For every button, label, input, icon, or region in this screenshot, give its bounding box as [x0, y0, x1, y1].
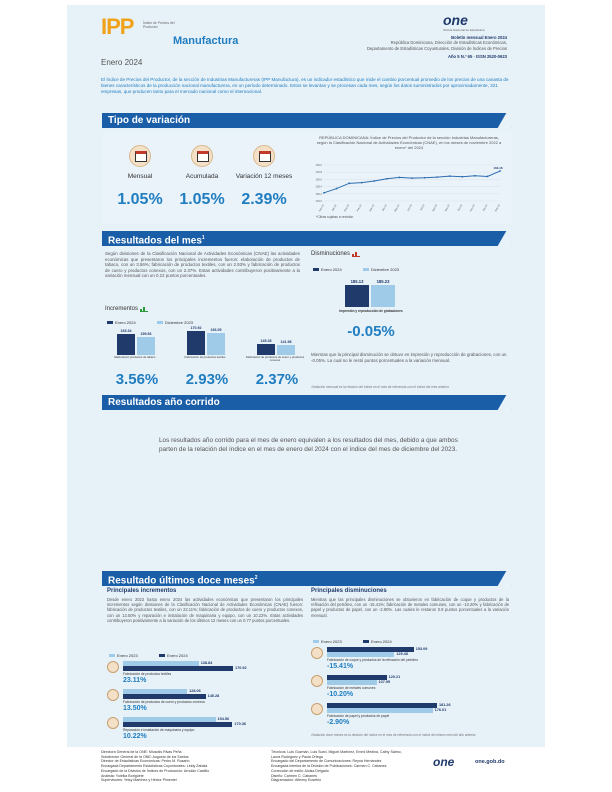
credit-line: Corrección de estilo: Aloisa Delgado	[271, 768, 329, 773]
x-tick-label: Nov-22	[318, 204, 325, 213]
x-tick-label: Ene-23	[343, 204, 351, 213]
bar-value: 145.28	[260, 338, 272, 343]
decrease-pct: -0.05%	[347, 323, 395, 340]
series-line	[324, 171, 500, 193]
hbar-value: 138.84	[200, 660, 213, 665]
hbar-category: Reparación e instalación de maquinaria y equipo	[123, 728, 195, 732]
end-value-label: 163.16	[493, 166, 503, 171]
bar-chart-icon-red	[352, 251, 360, 257]
hbar	[123, 694, 206, 699]
credit-line: Encargado de la División de Índices de Producción: Arnoldo Castillo	[101, 768, 210, 773]
bar-category: Impresión y reproducción de grabaciones	[339, 309, 403, 313]
hbar	[123, 717, 216, 722]
mes-note: ¹Variación mensual es la relación del índice en el mes de referencia con el índice del mes anterior	[311, 385, 449, 389]
variation-label: Acumulada	[185, 173, 219, 180]
data-point	[461, 176, 463, 178]
hbar	[327, 652, 394, 657]
footer-credits-right	[271, 750, 451, 783]
variation-value: 1.05%	[117, 191, 163, 208]
hbar-value: 120.21	[388, 674, 401, 679]
increment-pct: 2.93%	[185, 371, 229, 388]
x-tick-label: May-23	[393, 204, 401, 213]
data-point	[361, 182, 363, 184]
hbar	[123, 722, 232, 727]
credit-line: Encargada interina de la División de Publicaciones: Carmen C. Cabanes	[271, 764, 387, 769]
page-title: Manufactura	[173, 35, 239, 47]
bar-category: Fabricación de productos textiles	[184, 355, 226, 359]
incrementos-title: Incrementos	[105, 306, 148, 312]
doce-inc-paragraph: Desde enero 2023 hasta enero 2024 las actividades económicas que presentaron los principales incrementos según divisiones de la Clasificación Nacional de Actividades Económicas (CNAE) fueron: fabricación de productos textiles, con un 23.11%; fabricación de productos de cuero y productos conexos, con un 13.50% y reparación e instalación de maquinaria y equipo, con un 10.22%. Estas actividades contribuyeron positivamente a la variación de los últimos 12 meses con un 0.77 puntos porcentuales.	[107, 597, 303, 623]
bar	[187, 331, 205, 355]
legend-inc-a: Enero 2024	[107, 320, 136, 325]
x-tick-label: Jul-23	[419, 204, 426, 212]
hbar-value: 107.95	[378, 679, 391, 684]
credit-line: Técnicos: Luis Guzmán, Luis Sued, Miguel Martínez, Emmi Medina, Cathy Salmo,	[271, 750, 402, 754]
bar-chart-icon	[140, 306, 148, 312]
data-point	[323, 192, 325, 194]
org-line-2: Departamento de Estadísticas Coyunturales, División de Índices de Precios	[366, 45, 507, 51]
hbar-pct: 23.11%	[123, 677, 147, 684]
category-icon	[107, 717, 119, 729]
credit-line: Subdirector General de la ONE: Augusto de los Santos	[101, 754, 189, 759]
doce-dec-title: Principales disminuciones	[311, 588, 387, 594]
header-info	[307, 35, 507, 60]
line-chart	[310, 161, 510, 215]
hbar-value: 145.28	[207, 693, 220, 698]
variation-value: 1.05%	[179, 191, 225, 208]
bar	[117, 334, 135, 355]
issn-label: Año 5 N.º 65 · ISSN 2520-0623	[447, 54, 507, 60]
hbar	[327, 708, 433, 713]
data-point	[449, 175, 451, 177]
data-point	[424, 177, 426, 179]
hbar-value: 154.56	[217, 716, 230, 721]
category-icon	[311, 647, 323, 659]
calendar-31-icon	[129, 145, 151, 167]
bar	[207, 333, 225, 355]
doce-dec-paragraph: Mientras que las principales disminuciones se obtuvieron en fabricación de coque y productos de la refinación del petróleo, con un -15.41%; fabricación de metales comunes, con un -10.20% y fabricación de papel y productos de papel, con un -2.90%. Las cuales le restaron 0.9 puntos porcentuales a la variación mensual.	[311, 597, 509, 618]
bar-category: Elaboración productos de tabaco	[114, 355, 156, 359]
chart-title: REPÚBLICA DOMINICANA: Índice de Precios del Productor de la sección Industrias Manufactureras, según la Clasificación Nacional de Actividades Económicas (CNAE), en los meses de noviembre 2022 a enero* del 2024	[316, 135, 502, 150]
section-resultados-mes: Resultados del mes$^1$	[102, 231, 512, 246]
y-tick-label: 156.2	[315, 192, 322, 196]
bar	[257, 344, 275, 355]
credit-line: Directora General de la ONE: Miosotis Rivas Peña	[101, 750, 182, 754]
bar	[345, 285, 369, 307]
y-tick-label: 165.0	[315, 164, 322, 167]
x-tick-label: Ago-23	[431, 204, 439, 213]
x-tick-label: Sep-23	[444, 204, 451, 213]
credit-line: Analista: Yulelka Borigüete	[101, 773, 144, 778]
credit-line: Encargado del Departamento de Comunicaciones: Reyna Hernández	[271, 759, 382, 764]
data-point	[348, 182, 350, 184]
bar-value: 159.66	[140, 331, 152, 336]
doce-legend-dec-a: Enero 2023	[313, 639, 342, 644]
anio-paragraph: Los resultados año corrido para el mes de enero equivalen a los resultados del mes, debido a que ambos parten de la relación del índice en el mes de enero del 2024 con el índice del mes de diciembre del 2023.	[159, 437, 458, 453]
variation-card	[102, 133, 512, 223]
hbar-pct: -2.90%	[327, 719, 350, 726]
doce-decrease-bars	[311, 647, 511, 737]
legend-inc-b: Diciembre 2023	[157, 320, 193, 325]
credit-line: Diseño: Carmen C. Cabanes	[271, 773, 317, 778]
increment-group	[175, 327, 239, 397]
hbar-value: 153.09	[415, 646, 428, 651]
hbar	[327, 680, 377, 685]
doce-increment-bars	[107, 661, 307, 746]
bar-value: 185.13	[350, 279, 364, 285]
one-logo: one	[443, 12, 468, 28]
x-tick-label: Feb-23	[356, 204, 363, 213]
intro-paragraph: El Índice de Precios del Productor, de la sección de Industrias Manufactureras (IPP Manufactura), es un indicador estadístico que mide el cambio porcentual promedio de los precios de una canasta de bienes característicos de la producción nacional manufacturera, en un período determinado. Estos se levantan y se procesan cada mes, según los datos suministrados por aproximadamente, 321 empresas, que producen tanto para el mercado nacional como el internacional.	[101, 77, 509, 94]
period-label: Enero 2024	[101, 58, 143, 67]
hbar-group	[107, 689, 307, 717]
mes-paragraph: Según divisiones de la Clasificación Nacional de Actividades Económicas (CNAE) las actividades económicas que presentaron los principales incrementos fueron: elaboración de productos de tabaco, con un 3.56%; fabricación de productos textiles, con un 2.93% y fabricación de productos de cuero y productos conexos, con un 2.37%. Estas actividades contribuyeron positivamente a la variación mensual con un 0.22 puntos porcentuales.	[105, 251, 300, 278]
bar-value: 185.23	[376, 279, 390, 284]
variation-label: Mensual	[127, 173, 153, 180]
hbar-value: 170.92	[235, 665, 247, 670]
hbar-pct: 13.50%	[123, 705, 147, 712]
hbar-group	[311, 647, 511, 675]
hbar-value: 128.06	[189, 688, 201, 693]
bar-value: 166.05	[210, 328, 222, 333]
doce-legend-inc-a: Enero 2023	[109, 653, 138, 658]
y-tick-label: 154.0	[315, 200, 322, 203]
footer-site: one.gob.do	[475, 759, 505, 765]
variation-item	[234, 141, 294, 221]
data-point	[474, 175, 476, 177]
calendar-grid-icon	[191, 145, 213, 167]
data-point	[386, 178, 388, 180]
hbar-group	[107, 661, 307, 689]
data-point	[487, 176, 489, 178]
hbar-category: Fabricación de metales comunes	[327, 686, 376, 690]
y-tick-label: 162.8	[315, 171, 322, 175]
section-anio-corrido: Resultados año corrido	[102, 395, 512, 410]
y-tick-label: 158.4	[315, 185, 322, 189]
x-tick-label: Oct-23	[456, 204, 464, 212]
data-point	[399, 177, 401, 179]
x-tick-label: Ene-24	[494, 204, 501, 213]
hbar-value: 176.01	[434, 707, 447, 712]
legend-dec-b: Diciembre 2023	[363, 267, 399, 272]
increment-group	[245, 327, 309, 397]
bar-value: 165.34	[120, 328, 132, 333]
mes-decrease-chart	[311, 273, 431, 353]
hbar	[123, 689, 187, 694]
doce-legend-inc-b: Enero 2024	[159, 653, 188, 658]
doce-note: ²Variación doce meses es la relación del índice en el mes de referencia con el índice del mismo mes del año anterior	[311, 733, 476, 737]
credit-line: Director de Estadísticas Económicas: Pedro M. Rosario	[101, 759, 190, 764]
data-point	[436, 176, 438, 178]
hbar-group	[107, 717, 307, 745]
x-tick-label: Jun-23	[406, 204, 413, 212]
hbar-pct: -10.20%	[327, 691, 354, 698]
bar-value: 170.92	[190, 326, 202, 330]
x-tick-label: Abr-23	[381, 204, 388, 212]
bar	[137, 337, 155, 355]
org-line-1: República Dominicana, Dirección de Estadísticas Económicas,	[390, 40, 507, 46]
hbar-value: 129.48	[396, 651, 408, 656]
credit-line: Laura Rodríguez y Paola Ortega	[271, 754, 323, 759]
hbar-value: 170.36	[234, 721, 247, 726]
one-logo-sub: Oficina Nacional de Estadística	[443, 28, 485, 32]
bar-value: 141.98	[280, 340, 292, 345]
section-doce-meses: Resultado últimos doce meses$^2$	[102, 571, 512, 586]
category-icon	[311, 703, 323, 715]
hbar-category: Fabricación de productos textiles	[123, 672, 172, 676]
data-point	[499, 170, 501, 172]
hbar-pct: 10.22%	[123, 733, 147, 740]
bar-category: Fabricación de productos de cuero y productos conexos	[245, 355, 305, 363]
increment-pct: 3.56%	[115, 371, 159, 388]
bulletin-page	[67, 5, 545, 787]
data-point	[336, 188, 338, 190]
chart-note: *Cifras sujetas a revisión	[316, 215, 354, 219]
legend-dec-a: Enero 2024	[313, 267, 342, 272]
hbar	[123, 661, 199, 666]
footer-one-logo: one	[433, 755, 455, 769]
increment-group	[105, 327, 169, 397]
disminuciones-title: Disminuciones	[311, 251, 360, 257]
doce-inc-title: Principales incrementos	[107, 588, 177, 594]
hbar-group	[311, 703, 511, 731]
hbar-value: 181.26	[439, 702, 451, 707]
ipp-logo-sub: Índice de Precios del Productor	[143, 21, 175, 29]
hbar	[327, 703, 437, 708]
bulletin-label: Boletín mensual Enero 2024	[451, 35, 507, 40]
section-tipo-variacion: Tipo de variación	[102, 113, 512, 128]
mes-increment-charts	[105, 327, 305, 397]
x-tick-label: Dic-22	[331, 204, 338, 212]
increment-pct: 2.37%	[255, 371, 299, 388]
ipp-logo	[101, 15, 145, 43]
dec-paragraph: Mientras que la principal disminución se obtuvo en impresión y reproducción de grabaciones, con un -0.05%. La cual no le restó puntos porcentuales a la variación mensual.	[311, 352, 507, 363]
hbar-category: Fabricación de productos de cuero y productos conexos	[123, 700, 205, 704]
footer-credits-left	[101, 750, 281, 783]
x-tick-label: Dic-23	[482, 204, 489, 212]
x-tick-label: Nov-23	[469, 204, 476, 213]
y-tick-label: 160.6	[315, 178, 322, 182]
calendar-12-icon	[253, 145, 275, 167]
credit-line: Supervisores: Yeisy Martínez y Héctor Pimentel	[101, 778, 177, 783]
variation-value: 2.39%	[241, 191, 287, 208]
ipp-logo-text: IPP	[101, 14, 134, 39]
hbar-category: Fabricación de papel y productos de papel	[327, 714, 390, 718]
credit-line: Diagramación: Alfenny Eusebio	[271, 778, 321, 783]
variation-item	[110, 141, 170, 221]
hbar-category: Fabricación de coque y productos de la refinación del petróleo	[327, 658, 418, 662]
x-tick-label: Mar-23	[368, 204, 376, 213]
hbar-pct: -15.41%	[327, 663, 354, 670]
hbar	[123, 666, 233, 671]
data-point	[411, 177, 413, 179]
bar	[277, 345, 295, 355]
doce-legend-dec-b: Enero 2024	[363, 639, 392, 644]
hbar-group	[311, 675, 511, 703]
variation-label: Variación 12 meses	[235, 173, 293, 180]
category-icon	[107, 661, 119, 673]
bar	[371, 285, 395, 307]
variation-item	[172, 141, 232, 221]
credit-line: Encargada Departamento Estadísticas Coyunturales: Leidy Zabala	[101, 764, 208, 769]
category-icon	[311, 675, 323, 687]
data-point	[373, 180, 375, 182]
category-icon	[107, 689, 119, 701]
